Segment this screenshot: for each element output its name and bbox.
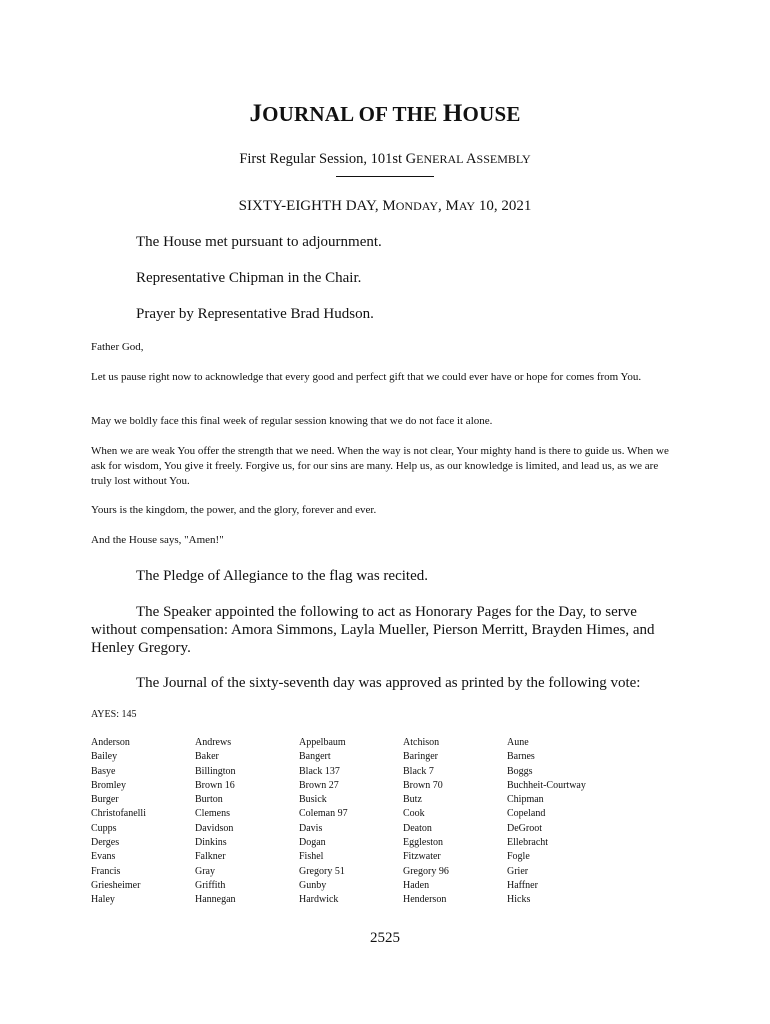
roll-call-name: Fishel <box>299 851 324 863</box>
roll-call-name: Clemens <box>195 808 230 820</box>
title-initial: H <box>442 100 463 127</box>
roll-call-name: Atchison <box>403 737 440 748</box>
roll-call-name: Anderson <box>91 737 130 748</box>
roll-call-name: Baker <box>195 751 219 763</box>
roll-call-name: Brown 16 <box>195 779 235 791</box>
roll-call-name: Coleman 97 <box>299 808 348 820</box>
roll-call-name: Gregory 96 <box>403 865 449 877</box>
title-initial: J <box>249 100 263 127</box>
page-number: 2525 <box>370 930 400 946</box>
roll-call-name: Basye <box>91 765 116 777</box>
roll-call-name: Barnes <box>507 751 535 763</box>
ayes-label: AYES: 145 <box>91 709 137 720</box>
roll-call-name: Haley <box>91 894 115 906</box>
roll-call-name: Deaton <box>403 822 432 834</box>
roll-call-name: Haffner <box>507 879 538 891</box>
roll-call-name: Boggs <box>507 765 533 777</box>
subtitle-initial: A <box>466 151 477 167</box>
prayer-line: Yours is the kingdom, the power, and the glory, forever and ever. <box>91 504 377 516</box>
prayer-line: May we boldly face this final week of regular session knowing that we do not face it alone. <box>91 415 493 427</box>
journal-title <box>0 100 770 128</box>
roll-call-name: Eggleston <box>403 837 443 849</box>
subtitle-text: First Regular Session, 101st <box>239 151 406 167</box>
roll-call-name: Fitzwater <box>403 851 441 863</box>
roll-call-name: Hannegan <box>195 894 236 906</box>
roll-call-name: Derges <box>91 837 120 849</box>
subtitle-initial: G <box>405 151 417 167</box>
session-subtitle <box>0 151 770 168</box>
roll-call-name: Evans <box>91 851 116 863</box>
day-date: 10, 2021 <box>475 198 532 214</box>
roll-call-name: Gray <box>195 865 215 877</box>
day-initial: M <box>445 198 459 214</box>
roll-call-name: Davidson <box>195 822 234 834</box>
subtitle-text: SSEMBLY <box>476 152 531 166</box>
day-separator: , <box>438 198 446 214</box>
roll-call-name: Gunby <box>299 879 327 891</box>
roll-call-name: Dogan <box>299 837 326 849</box>
prayer-line: Father God, <box>91 341 144 353</box>
title-text: OUSE <box>462 102 521 126</box>
session-day-line <box>0 198 770 215</box>
prayer-line: And the House says, "Amen!" <box>91 534 224 546</box>
roll-call-name: Gregory 51 <box>299 865 345 877</box>
day-text: ONDAY <box>395 199 438 213</box>
prayer-by-paragraph: Prayer by Representative Brad Hudson. <box>136 306 374 322</box>
roll-call-name: Burger <box>91 794 119 806</box>
roll-call-name: Bangert <box>299 751 331 763</box>
roll-call-name: Butz <box>403 794 422 806</box>
roll-call-name: Hardwick <box>299 894 339 906</box>
roll-call-name: Black 7 <box>403 765 434 777</box>
roll-call-name: Cook <box>403 808 425 820</box>
roll-call-name: Andrews <box>195 737 232 748</box>
roll-call-name: Chipman <box>507 794 544 806</box>
roll-call-name: Buchheit-Courtway <box>507 779 586 791</box>
chair-paragraph: Representative Chipman in the Chair. <box>136 270 362 286</box>
roll-call-name: Davis <box>299 822 323 834</box>
day-text: SIXTY-EIGHTH DAY, <box>238 198 383 214</box>
roll-call-name: Griesheimer <box>91 879 141 891</box>
roll-call-name: Black 137 <box>299 765 340 777</box>
roll-call-name: DeGroot <box>507 822 542 834</box>
prayer-line: When we are weak You offer the strength that we need. When the way is not clear, Your mighty hand is there to guide us. When we ask for wisdom, You give it freely. Forgive us, for our sins are many. Help us, as our knowledge is limited, and lead us, as we are truly lost without You. <box>91 445 669 487</box>
roll-call-name: Haden <box>403 879 430 891</box>
roll-call-name: Cupps <box>91 822 117 834</box>
roll-call-name: Henderson <box>403 894 447 906</box>
adjournment-paragraph: The House met pursuant to adjournment. <box>136 234 382 250</box>
roll-call-name: Dinkins <box>195 837 227 849</box>
day-initial: M <box>382 198 396 214</box>
pledge-paragraph: The Pledge of Allegiance to the flag was recited. <box>136 568 428 584</box>
honorary-pages-paragraph: The Speaker appointed the following to act as Honorary Pages for the Day, to serve without compensation: Amora Simmons, Layla Mueller, Pierson Merritt, Brayden Himes, and Henley Gregory. <box>91 604 655 656</box>
roll-call-name: Griffith <box>195 879 226 891</box>
day-text: AY <box>458 199 476 213</box>
roll-call-name: Aune <box>507 737 529 748</box>
roll-call-name: Falkner <box>195 851 226 863</box>
roll-call-name: Appelbaum <box>299 737 346 748</box>
roll-call-name: Brown 27 <box>299 779 339 791</box>
roll-call-name: Bromley <box>91 779 126 791</box>
roll-call-name: Christofanelli <box>91 808 146 820</box>
roll-call-name: Baringer <box>403 751 438 763</box>
roll-call-name: Grier <box>507 865 529 877</box>
subtitle-text: ENERAL <box>416 152 467 166</box>
journal-approval-paragraph: The Journal of the sixty-seventh day was approved as printed by the following vote: <box>136 675 641 691</box>
prayer-line: Let us pause right now to acknowledge that every good and perfect gift that we could ever have or hope for comes from You. <box>91 371 642 383</box>
roll-call-name: Francis <box>91 865 121 877</box>
roll-call-name: Brown 70 <box>403 779 443 791</box>
roll-call-name: Hicks <box>507 894 531 906</box>
roll-call-name: Busick <box>299 794 327 806</box>
roll-call-table <box>91 736 617 908</box>
roll-call-name: Bailey <box>91 751 118 763</box>
roll-call-name: Ellebracht <box>507 837 549 849</box>
roll-call-name: Fogle <box>507 851 530 863</box>
roll-call-name: Billington <box>195 765 236 777</box>
header-divider <box>336 176 434 177</box>
roll-call-name: Burton <box>195 794 223 806</box>
roll-call-name: Copeland <box>507 808 546 820</box>
title-text: OURNAL OF THE <box>262 102 443 126</box>
